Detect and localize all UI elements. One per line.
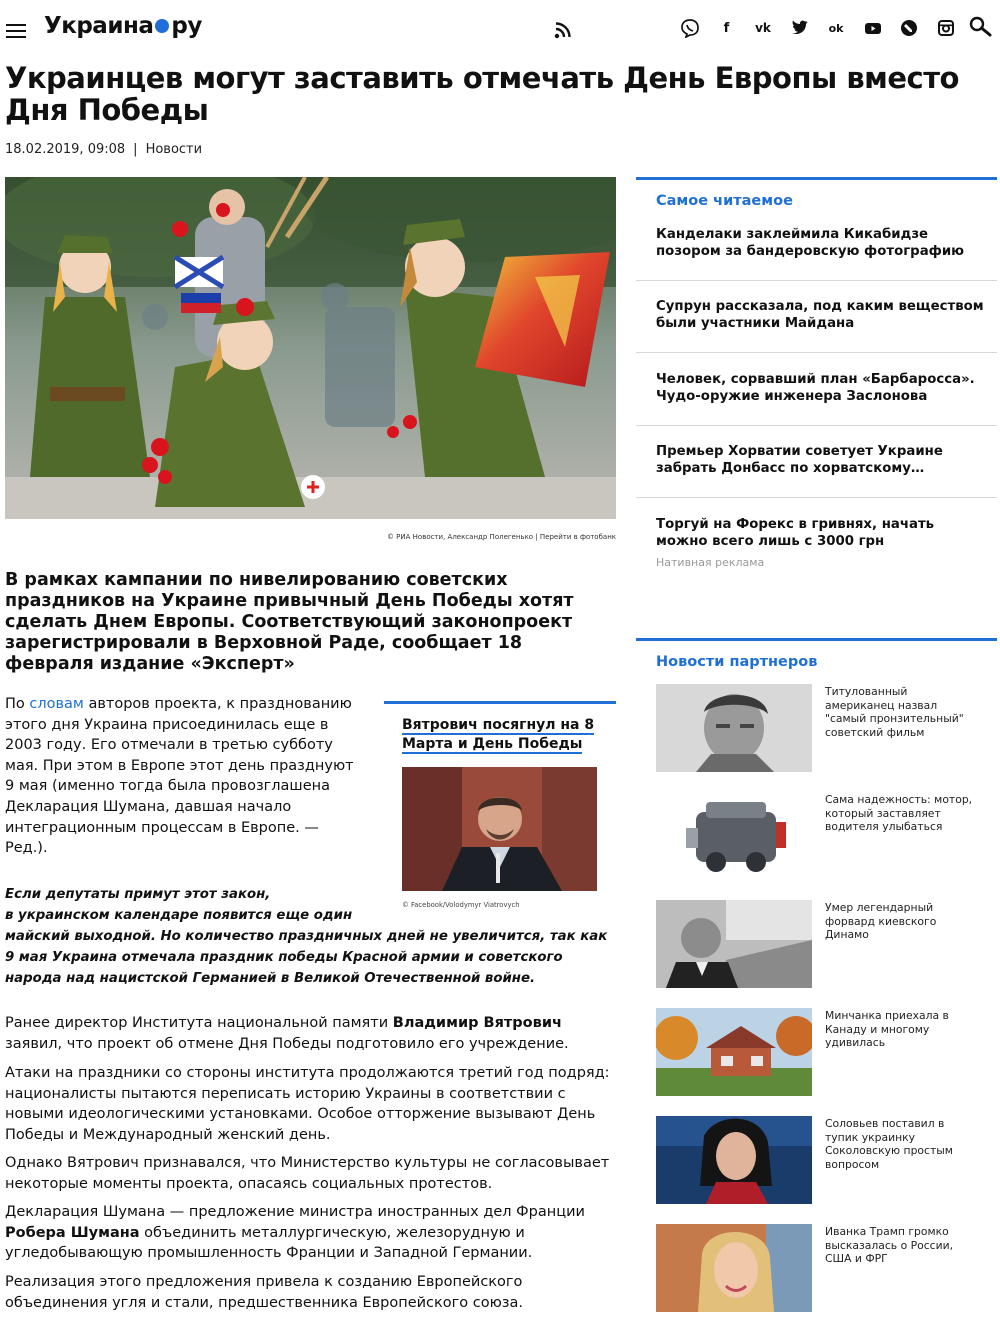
native-ad-item[interactable]: Торгуй на Форекс в гривнях, начать можно всего лишь с 3000 грн <box>656 517 935 549</box>
related-article-photo[interactable] <box>402 767 597 891</box>
partner-news-thumbnail[interactable] <box>656 1116 812 1204</box>
twitter-icon[interactable] <box>790 18 810 38</box>
related-photo-caption: © Facebook/Volodymyr Viatrovych <box>402 901 520 909</box>
related-title-text[interactable]: Вятрович посягнул на 8 Марта и День Победы <box>402 717 595 752</box>
related-article-card[interactable] <box>384 701 616 909</box>
person-name-schuman: Робера Шумана <box>5 1224 140 1241</box>
partner-news-item[interactable] <box>656 1008 996 1096</box>
most-read-item[interactable]: Супрун рассказала, под каким веществом были участники Майдана <box>656 299 984 331</box>
partner-news-title[interactable]: Минчанка приехала в Канаду и многому удивилась <box>825 1009 949 1049</box>
article-quote <box>5 884 615 989</box>
article-paragraph-3: Атаки на праздники со стороны института продолжаются третий год подряд: националисты пытаются переписать историю Украины в соответствии с новыми идеологическими установками. Особое отторжение вызывают День Победы и Международный женский день. <box>5 1065 610 1143</box>
logo-text-right: ру <box>171 13 202 39</box>
livejournal-icon[interactable] <box>899 18 919 38</box>
logo-text-left: Украина <box>44 13 154 39</box>
article-paragraph-4: Однако Вятрович признавался, что Министерство культуры не согласовывает некоторые моменты проекта, опасаясь социальных протестов. <box>5 1155 610 1192</box>
related-card-accent-bar <box>384 701 616 704</box>
social-links <box>680 18 972 38</box>
person-name-vyatrovich: Владимир Вятрович <box>392 1015 562 1031</box>
logo-dot <box>155 19 169 33</box>
article-main-photo[interactable] <box>5 177 616 519</box>
partner-news-title[interactable]: Соловьев поставил в тупик украинку Соколовскую простым вопросом <box>825 1117 953 1171</box>
partner-news-thumbnail[interactable] <box>656 1008 812 1096</box>
divider <box>636 280 997 281</box>
most-read-heading: Самое читаемое <box>656 193 793 209</box>
meta-separator: | <box>133 142 138 157</box>
partner-news-heading: Новости партнеров <box>656 654 818 670</box>
article-category[interactable]: Новости <box>145 142 203 157</box>
divider <box>636 352 997 353</box>
p1-text-start: По <box>5 696 30 712</box>
photo-credit[interactable]: © РИА Новости, Александр Полегенько | Перейти в фотобанк <box>386 533 616 541</box>
article-paragraph-5 <box>5 1202 617 1264</box>
p2-text-rest: заявил, что проект об отмене Дня Победы подготовило его учреждение. <box>5 1035 569 1052</box>
vk-icon[interactable]: vk <box>755 21 771 35</box>
article-lead: В рамках кампании по нивелированию советских праздников на Украине привычный День Победы хотят сделать Днем Европы. Соответствующий законопроект зарегистрировали в Верховной Раде, сообщает 18 февраля издание «Эксперт» <box>5 570 574 674</box>
most-read-item[interactable]: Человек, сорвавший план «Барбаросса». Чудо-оружие инженера Заслонова <box>656 372 975 404</box>
quote-rest: майский выходной. Но количество праздничных дней не увеличится, так как 9 мая Украина отмечала праздник победы Красной армии и советского народа над нацистской Германией в Великой Отечественной войне. <box>5 929 608 986</box>
partner-news-thumbnail[interactable] <box>656 792 812 880</box>
partner-news-item[interactable] <box>656 684 996 772</box>
partner-news-title[interactable]: Сама надежность: мотор, который заставляет водителя улыбаться <box>825 793 973 833</box>
partner-news-item[interactable] <box>656 1116 996 1204</box>
quote-line-2: в украинском календаре появится еще один <box>5 908 353 923</box>
quote-line-1: Если депутаты примут этот закон, <box>5 887 271 902</box>
p2-text-start: Ранее директор Института национальной памяти <box>5 1015 393 1031</box>
article-meta <box>5 142 202 157</box>
article-paragraph-1 <box>5 694 355 859</box>
partner-news-block <box>636 638 997 1319</box>
partner-news-thumbnail[interactable] <box>656 900 812 988</box>
partner-news-title[interactable]: Титулованный американец назвал "самый пронзительный" советский фильм <box>825 685 964 739</box>
youtube-icon[interactable] <box>863 18 883 38</box>
article-paragraph-2 <box>5 1013 617 1054</box>
most-read-item[interactable]: Канделаки заклеймила Кикабидзе позором за бандеровскую фотографию <box>656 227 965 259</box>
partner-news-thumbnail[interactable] <box>656 684 812 772</box>
facebook-icon[interactable]: f <box>723 20 730 36</box>
partner-news-title[interactable]: Иванка Трамп громко высказалась о России, США и ФРГ <box>825 1225 954 1265</box>
partner-news-item[interactable] <box>656 900 996 988</box>
site-header <box>0 0 1000 58</box>
viber-icon[interactable] <box>680 18 700 38</box>
partner-news-title[interactable]: Умер легендарный форвард киевского Динамо <box>825 901 937 941</box>
divider <box>636 497 997 498</box>
menu-icon[interactable] <box>6 24 26 38</box>
most-read-accent-bar <box>636 177 997 180</box>
instagram-icon[interactable] <box>936 18 956 38</box>
odnoklassniki-icon[interactable]: ok <box>828 21 844 35</box>
divider <box>636 425 997 426</box>
native-ad-label: Нативная реклама <box>656 556 765 569</box>
partner-news-accent-bar <box>636 638 997 641</box>
related-article-title[interactable] <box>402 716 598 754</box>
article-title: Украинцев могут заставить отмечать День Европы вместо Дня Победы <box>5 61 959 127</box>
most-read-item[interactable]: Премьер Хорватии советует Украине забрать Донбасс по хорватскому… <box>656 444 943 476</box>
site-logo[interactable] <box>44 13 202 39</box>
article-paragraph-6: Реализация этого предложения привела к созданию Европейского объединения угля и стали, предшественника Европейского союза. <box>5 1274 524 1311</box>
rss-icon[interactable] <box>554 21 572 39</box>
partner-news-item[interactable] <box>656 1224 996 1312</box>
p5-text-rest: объединить металлургическую, железорудную и угледобывающую промышленность Франции и Западной Германии. <box>5 1224 533 1261</box>
source-link[interactable]: словам <box>29 696 84 712</box>
search-icon[interactable] <box>968 16 994 38</box>
partner-news-item[interactable] <box>656 792 996 880</box>
p1-text-rest: авторов проекта, к празднованию этого дня Украина присоединилась еще в 2003 году. Его отмечали в третью субботу мая. При этом в Европе этот день празднуют 9 мая (именно тогда была провозглашена Декларация Шумана, давшая начало интеграционным процессам в Европе. — Ред.). <box>5 696 354 857</box>
p5-text-start: Декларация Шумана — предложение министра иностранных дел Франции <box>5 1204 585 1220</box>
partner-news-thumbnail[interactable] <box>656 1224 812 1312</box>
article-date: 18.02.2019, 09:08 <box>5 142 126 157</box>
most-read-block <box>636 177 997 577</box>
